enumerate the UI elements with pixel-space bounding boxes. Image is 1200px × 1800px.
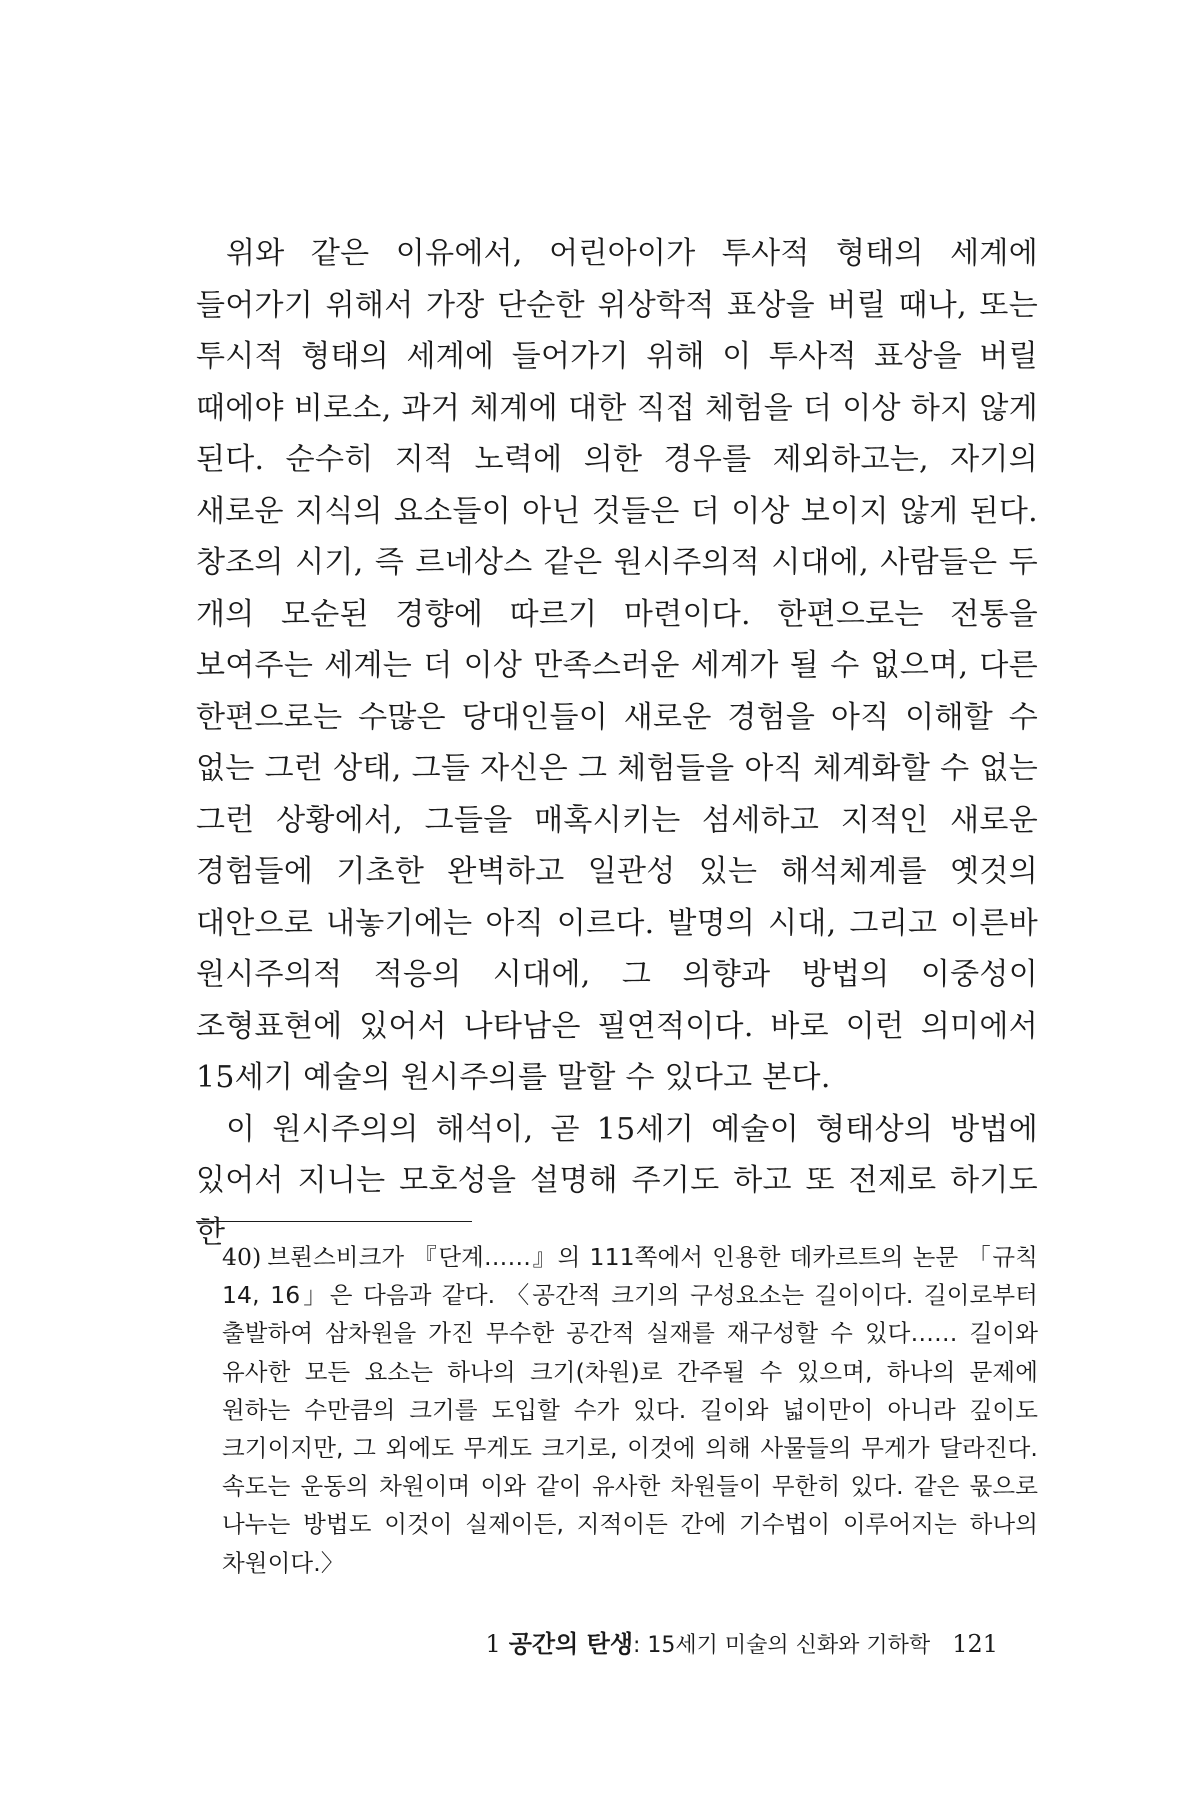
chapter-subtitle: : 15세기 미술의 신화와 기하학	[633, 1633, 931, 1658]
footnote-number: 40)	[222, 1243, 262, 1271]
body-text	[196, 228, 1038, 1258]
body-paragraph: 이 원시주의의 해석이, 곧 15세기 예술이 형태상의 방법에 있어서 지니는 모호성을 설명해 주기도 하고 또 전제로 하기도 한	[196, 1111, 1038, 1250]
footnote	[222, 1238, 1038, 1582]
chapter-number: 1	[485, 1630, 501, 1658]
body-paragraph: 위와 같은 이유에서, 어린아이가 투사적 형태의 세계에 들어가기 위해서 가장 단순한 위상학적 표상을 버릴 때나, 또는 투시적 형태의 세계에 들어가기 위해 이 투사적 표상을 버릴 때에야 비로소, 과거 체계에 대한 직접 체험을 더 이상 하지 않게 된다. 순수히 지적 노력에 의한 경우를 제외하고는, 자기의 새로운 지식의 요소들이 아닌 것들은 더 이상 보이지 않게 된다. 창조의 시기, 즉 르네상스 같은 원시주의적 시대에, 사람들은 두 개의 모순된 경향에 따르기 마련이다. 한편으로는 전통을 보여주는 세계는 더 이상 만족스러운 세계가 될 수 없으며, 다른 한편으로는 수많은 당대인들이 새로운 경험을 아직 이해할 수 없는 그런 상태, 그들 자신은 그 체험들을 아직 체계화할 수 없는 그런 상황에서, 그들을 매혹시키는 섬세하고 지적인 새로운 경험들에 기초한 완벽하고 일관성 있는 해석체계를 옛것의 대안으로 내놓기에는 아직 이르다. 발명의 시대, 그리고 이른바 원시주의적 적응의 시대에, 그 의향과 방법의 이중성이 조형표현에 있어서 나타남은 필연적이다. 바로 이런 의미에서 15세기 예술의 원시주의를 말할 수 있다고 본다.	[196, 236, 1038, 1095]
footnote-text: 브뢴스비크가 『단계……』의 111쪽에서 인용한 데카르트의 논문 「규칙 14, 16」은 다음과 같다. 〈공간적 크기의 구성요소는 길이이다. 길이로부터 출발하여 삼차원을 가진 무수한 공간적 실재를 재구성할 수 있다…… 길이와 유사한 모든 요소는 하나의 크기(차원)로 간주될 수 있으며, 하나의 문제에 원하는 수만큼의 크기를 도입할 수가 있다. 길이와 넓이만이 아니라 깊이도 크기이지만, 그 외에도 무게도 크기로, 이것에 의해 사물들의 무게가 달라진다. 속도는 운동의 차원이며 이와 같이 유사한 차원들이 무한히 있다. 같은 몫으로 나누는 방법도 이것이 실제이든, 지적이든 간에 기수법이 이루어지는 하나의 차원이다.〉	[222, 1243, 1038, 1577]
footnote-divider	[196, 1221, 472, 1222]
page-number: 121	[952, 1630, 998, 1658]
chapter-title: 공간의 탄생	[508, 1630, 634, 1658]
running-footer	[485, 1628, 998, 1662]
